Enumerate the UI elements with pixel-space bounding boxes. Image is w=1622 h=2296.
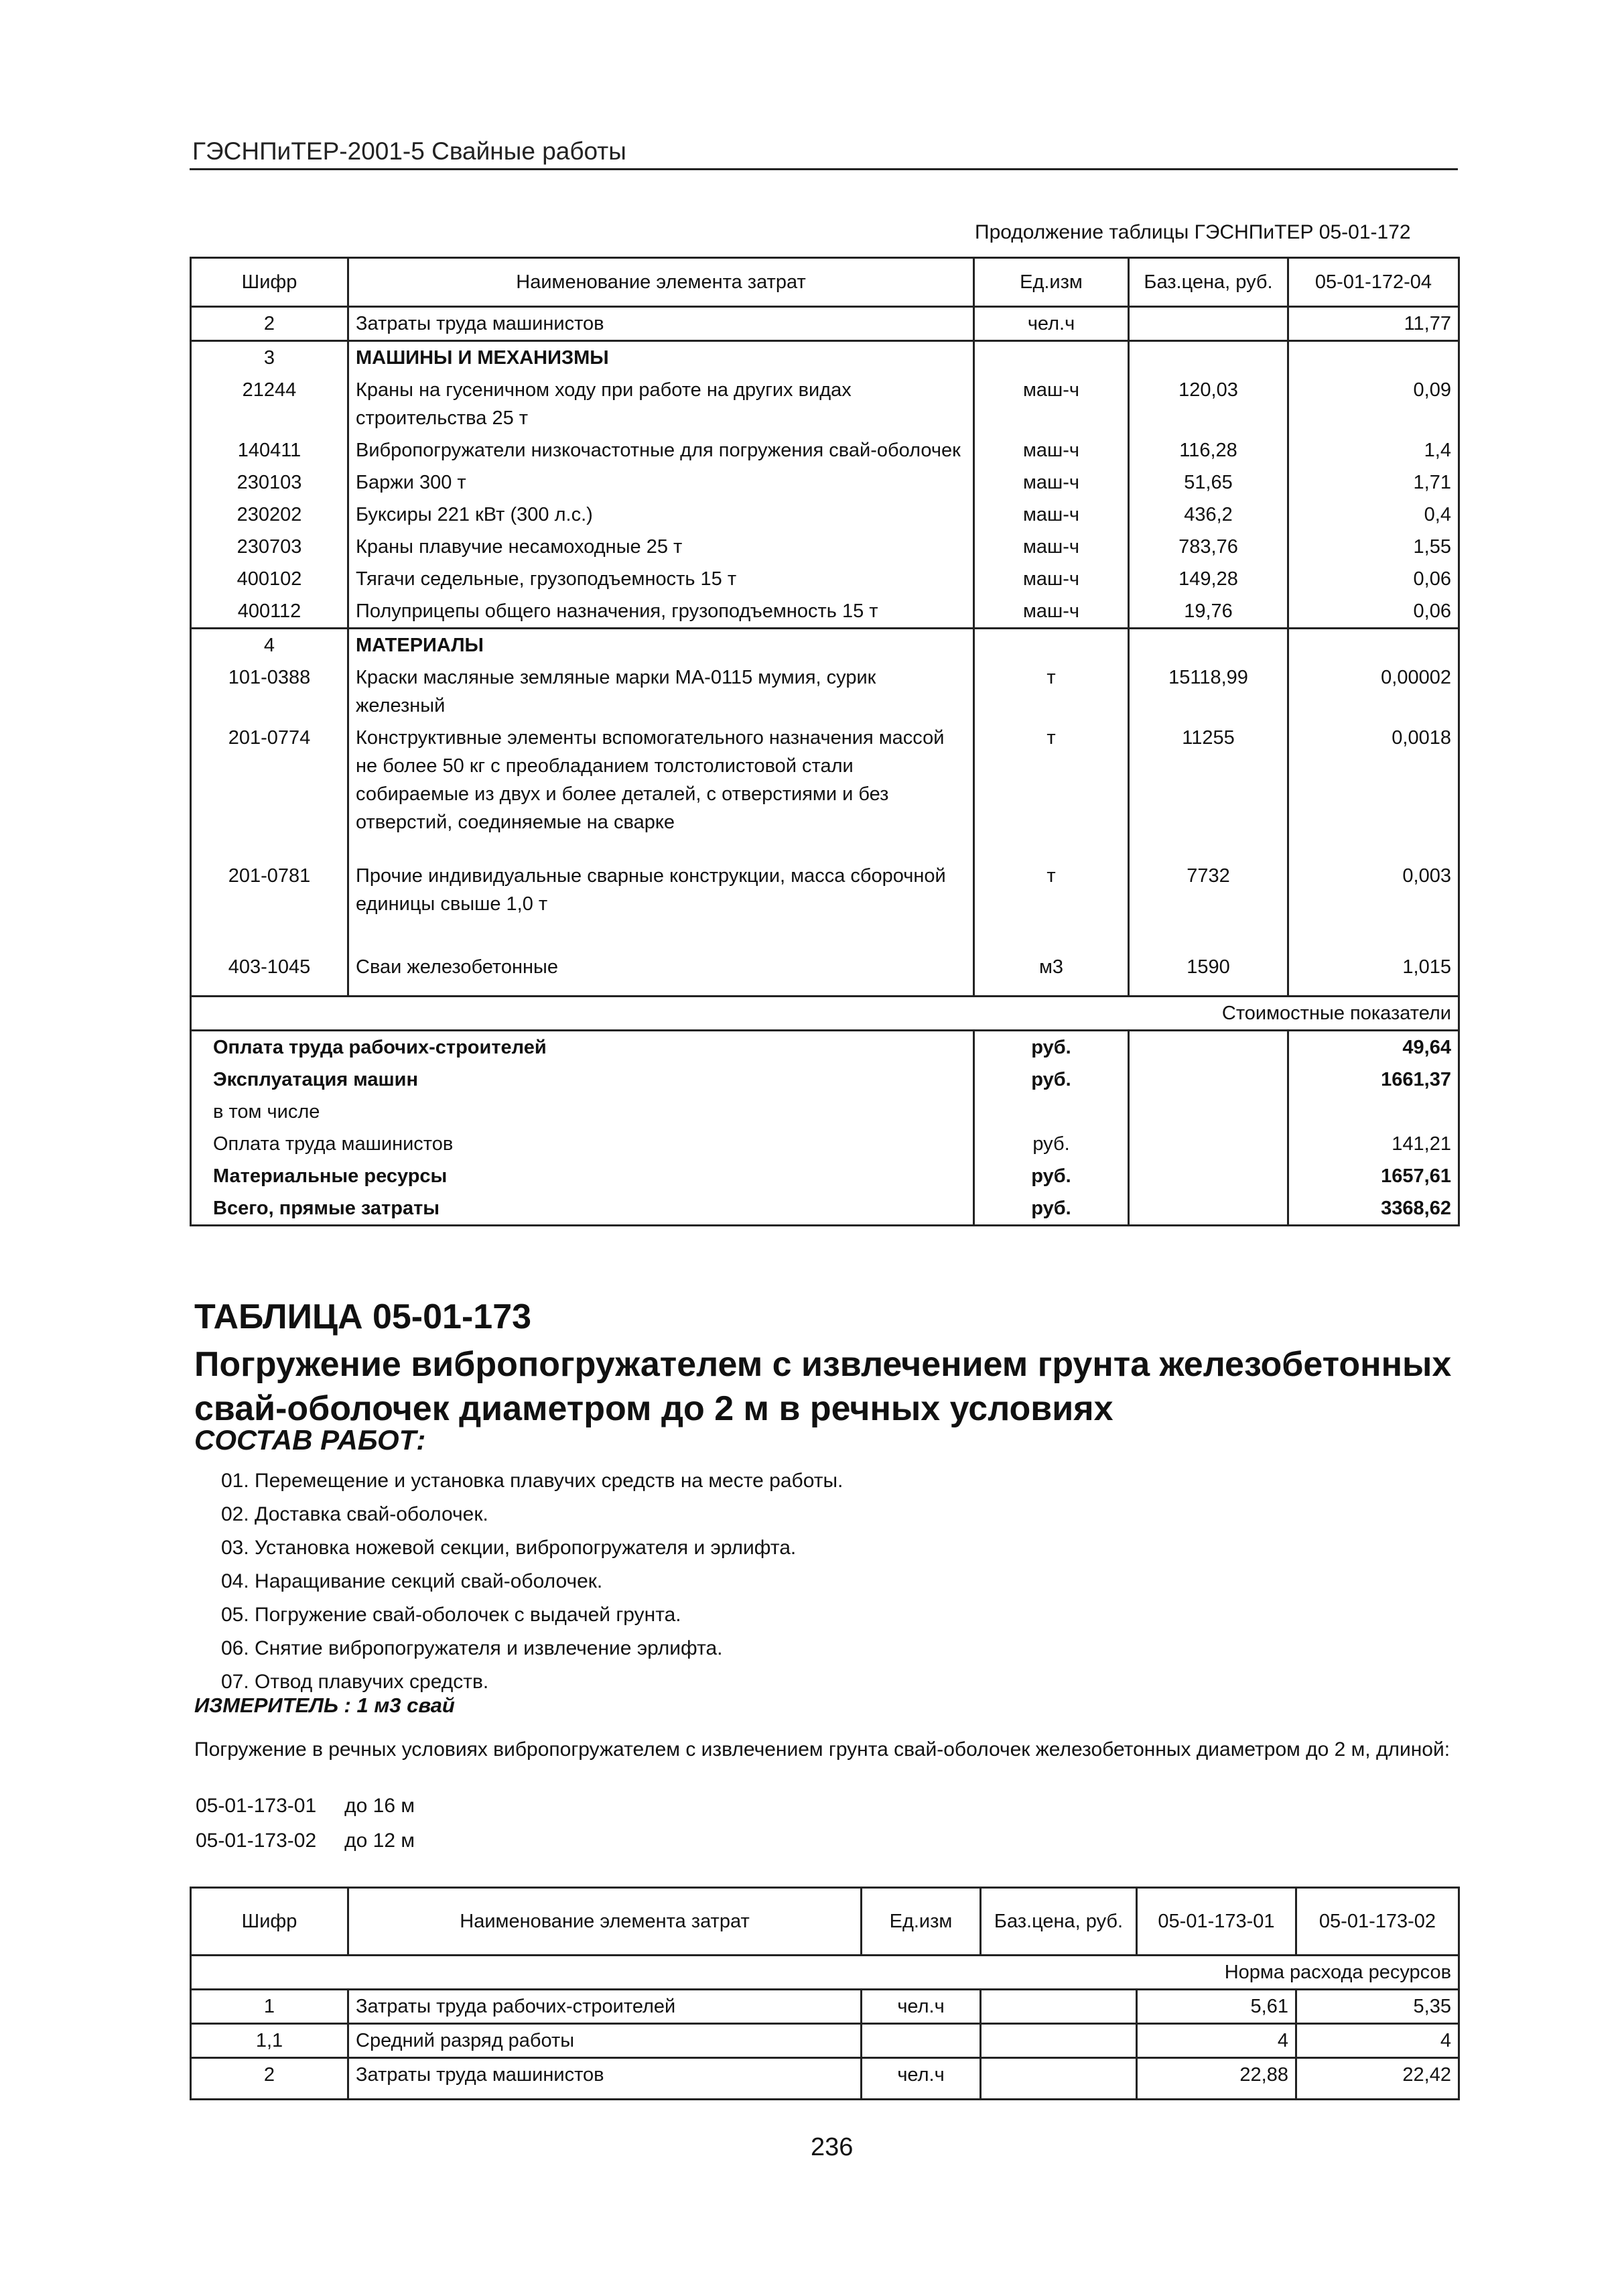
row-name: Полуприцепы общего назначения, грузоподъемность 15 т xyxy=(348,595,974,629)
row-price xyxy=(981,2024,1137,2058)
row-price xyxy=(1129,307,1288,341)
col-value1-header: 05-01-173-01 xyxy=(1137,1888,1296,1956)
table-continued-caption: Продолжение таблицы ГЭСНПиТЕР 05-01-172 xyxy=(975,221,1411,243)
table-group-row xyxy=(191,341,1459,375)
row-name: Тягачи седельные, грузоподъемность 15 т xyxy=(348,563,974,595)
table-row xyxy=(191,531,1459,563)
row-unit: маш-ч xyxy=(974,563,1129,595)
totals-price xyxy=(1129,1096,1288,1128)
table-row xyxy=(191,374,1459,434)
row-code: 201-0781 xyxy=(191,860,348,951)
row-value: 1,55 xyxy=(1413,536,1451,558)
row-value: 0,09 xyxy=(1413,379,1451,401)
row-code: 3 xyxy=(191,341,348,375)
row-name: Конструктивные элементы вспомогательного назначения массой не более 50 кг с преобладанием толстолистовой стали собираемые из двух и более деталей, с отверстиями и без отверстий, соединяемые на сварке xyxy=(348,722,974,860)
row-price: 11255 xyxy=(1129,722,1288,860)
page-number: 236 xyxy=(811,2133,854,2161)
row-code: 1 xyxy=(191,1990,348,2024)
row-name: Буксиры 221 кВт (300 л.с.) xyxy=(348,499,974,531)
col-price-header: Баз.цена, руб. xyxy=(981,1888,1137,1956)
totals-row xyxy=(191,1096,1459,1128)
variant-code: 05-01-173-01 xyxy=(196,1795,317,1817)
row-price: 19,76 xyxy=(1129,595,1288,629)
works-item: 03. Установка ножевой секции, вибропогружателя и эрлифта. xyxy=(221,1537,797,1559)
row-code: 400102 xyxy=(191,563,348,595)
row-value: 0,0018 xyxy=(1392,727,1451,749)
table-row xyxy=(191,307,1459,341)
row-price: 1590 xyxy=(1129,951,1288,997)
table-row xyxy=(191,434,1459,466)
row-value: 1,4 xyxy=(1424,440,1451,461)
table-row xyxy=(191,1990,1459,2024)
row-value1: 4 xyxy=(1137,2024,1296,2058)
works-item: 01. Перемещение и установка плавучих средств на месте работы. xyxy=(221,1470,843,1492)
totals-unit: руб. xyxy=(974,1128,1129,1160)
table-row xyxy=(191,466,1459,499)
row-name: Краны на гусеничном ходу при работе на других видах строительства 25 т xyxy=(348,374,974,434)
totals-unit: руб. xyxy=(974,1064,1129,1096)
section-name: Погружение вибропогружателем с извлечением грунта железобетонных свай-оболочек диаметром до 2 м в речных условиях xyxy=(194,1345,1452,1428)
table-row xyxy=(191,595,1459,629)
row-unit: чел.ч xyxy=(862,2058,981,2100)
row-name: Вибропогружатели низкочастотные для погружения свай-оболочек xyxy=(348,434,974,466)
row-name: Краски масляные земляные марки МА-0115 мумия, сурик железный xyxy=(348,661,974,722)
row-price xyxy=(981,2058,1137,2100)
row-unit: т xyxy=(974,860,1129,951)
totals-price xyxy=(1129,1192,1288,1226)
variant-row xyxy=(196,1824,442,1858)
row-value: 1,71 xyxy=(1413,472,1451,493)
row-price xyxy=(1129,629,1288,662)
totals-unit xyxy=(974,1096,1129,1128)
row-code: 400112 xyxy=(191,595,348,629)
row-unit: т xyxy=(974,722,1129,860)
totals-name: Материальные ресурсы xyxy=(191,1160,974,1192)
variant-label: до 16 м xyxy=(344,1795,415,1817)
table-row xyxy=(191,661,1459,722)
row-code: 140411 xyxy=(191,434,348,466)
totals-row xyxy=(191,1128,1459,1160)
totals-price xyxy=(1129,1128,1288,1160)
col-unit-header: Ед.изм xyxy=(862,1888,981,1956)
row-code: 201-0774 xyxy=(191,722,348,860)
row-name: Баржи 300 т xyxy=(348,466,974,499)
col-code-header: Шифр xyxy=(191,258,348,307)
totals-price xyxy=(1129,1064,1288,1096)
row-value: 1,015 xyxy=(1402,956,1451,978)
works-list xyxy=(221,1464,843,1699)
row-value2: 5,35 xyxy=(1413,1996,1451,2017)
totals-row xyxy=(191,1160,1459,1192)
totals-value: 1661,37 xyxy=(1381,1069,1451,1090)
row-unit: маш-ч xyxy=(974,531,1129,563)
variant-row xyxy=(196,1789,442,1823)
header-rule xyxy=(190,168,1458,170)
row-unit: чел.ч xyxy=(974,307,1129,341)
totals-name: Оплата труда рабочих-строителей xyxy=(191,1031,974,1064)
row-value2: 4 xyxy=(1440,2030,1451,2051)
row-code: 2 xyxy=(191,2058,348,2100)
table-row xyxy=(191,2024,1459,2058)
row-unit xyxy=(862,2024,981,2058)
variants-list xyxy=(194,1788,443,1859)
row-unit: маш-ч xyxy=(974,374,1129,434)
row-value1: 5,61 xyxy=(1137,1990,1296,2024)
row-price: 116,28 xyxy=(1129,434,1288,466)
cost-indicators-header-row xyxy=(191,997,1459,1031)
section-description: Погружение в речных условиях вибропогружателем с извлечением грунта свай-оболочек железобетонных диаметром до 2 м, длиной: xyxy=(194,1738,1450,1761)
col-value2-header: 05-01-173-02 xyxy=(1319,1911,1436,1932)
works-item: 04. Наращивание секций свай-оболочек. xyxy=(221,1570,603,1592)
row-value: 0,06 xyxy=(1413,568,1451,590)
row-code: 230103 xyxy=(191,466,348,499)
variant-label: до 12 м xyxy=(344,1830,415,1852)
row-code: 4 xyxy=(191,629,348,662)
running-header: ГЭСНПиТЕР-2001-5 Свайные работы xyxy=(192,137,626,165)
col-code-header: Шифр xyxy=(191,1888,348,1956)
table-row xyxy=(191,722,1459,860)
works-item: 05. Погружение свай-оболочек с выдачей грунта. xyxy=(221,1604,681,1626)
row-code: 101-0388 xyxy=(191,661,348,722)
cost-indicators-header: Стоимостные показатели xyxy=(1221,1003,1451,1024)
row-name: Прочие индивидуальные сварные конструкции, масса сборочной единицы свыше 1,0 т xyxy=(348,860,974,951)
totals-value xyxy=(1288,1096,1459,1128)
row-unit: т xyxy=(974,661,1129,722)
row-price: 15118,99 xyxy=(1129,661,1288,722)
row-unit xyxy=(974,629,1129,662)
table-row xyxy=(191,951,1459,997)
table-05-01-172 xyxy=(190,257,1460,1226)
variant-code: 05-01-173-02 xyxy=(196,1830,317,1852)
row-unit: чел.ч xyxy=(862,1990,981,2024)
row-name: Средний разряд работы xyxy=(348,2024,862,2058)
row-price: 149,28 xyxy=(1129,563,1288,595)
totals-value: 141,21 xyxy=(1392,1133,1451,1155)
row-code: 1,1 xyxy=(191,2024,348,2058)
meter-label: ИЗМЕРИТЕЛЬ : 1 м3 свай xyxy=(194,1694,455,1717)
col-name-header: Наименование элемента затрат xyxy=(348,1888,862,1956)
row-value1: 22,88 xyxy=(1137,2058,1296,2100)
row-code: 21244 xyxy=(191,374,348,434)
col-price-header: Баз.цена, руб. xyxy=(1129,258,1288,307)
totals-price xyxy=(1129,1160,1288,1192)
row-value: 0,06 xyxy=(1413,600,1451,622)
totals-row xyxy=(191,1192,1459,1226)
row-price: 783,76 xyxy=(1129,531,1288,563)
row-value: 0,00002 xyxy=(1381,667,1451,688)
row-value: 0,4 xyxy=(1424,504,1451,525)
totals-row xyxy=(191,1031,1459,1064)
section-title: ТАБЛИЦА 05-01-173 xyxy=(194,1297,532,1336)
table-group-row xyxy=(191,629,1459,662)
row-price xyxy=(1129,341,1288,375)
col-value-header: 05-01-172-04 xyxy=(1314,271,1432,293)
table-row xyxy=(191,563,1459,595)
row-code: 230202 xyxy=(191,499,348,531)
table-header-row xyxy=(191,1888,1459,1956)
totals-name: Эксплуатация машин xyxy=(191,1064,974,1096)
row-unit: м3 xyxy=(974,951,1129,997)
row-name: Затраты труда рабочих-строителей xyxy=(348,1990,862,2024)
row-unit: маш-ч xyxy=(974,595,1129,629)
row-value: 0,003 xyxy=(1402,865,1451,887)
row-name: МАТЕРИАЛЫ xyxy=(348,629,974,662)
totals-row xyxy=(191,1064,1459,1096)
table-row xyxy=(191,860,1459,951)
row-price xyxy=(981,1990,1137,2024)
row-price: 120,03 xyxy=(1129,374,1288,434)
totals-value: 1657,61 xyxy=(1381,1165,1451,1187)
row-code: 2 xyxy=(191,307,348,341)
row-unit: маш-ч xyxy=(974,434,1129,466)
row-price: 436,2 xyxy=(1129,499,1288,531)
row-code: 403-1045 xyxy=(191,951,348,997)
col-name-header: Наименование элемента затрат xyxy=(348,258,974,307)
row-value xyxy=(1288,629,1459,662)
totals-unit: руб. xyxy=(974,1160,1129,1192)
composition-heading: СОСТАВ РАБОТ: xyxy=(194,1424,426,1456)
totals-name: в том числе xyxy=(191,1096,974,1128)
row-value xyxy=(1288,341,1459,375)
totals-price xyxy=(1129,1031,1288,1064)
row-value2: 22,42 xyxy=(1402,2064,1451,2086)
totals-value: 3368,62 xyxy=(1381,1198,1451,1219)
row-unit: маш-ч xyxy=(974,499,1129,531)
row-price: 7732 xyxy=(1129,860,1288,951)
row-name: Затраты труда машинистов xyxy=(348,2058,862,2100)
norm-header-row xyxy=(191,1956,1459,1990)
totals-name: Всего, прямые затраты xyxy=(191,1192,974,1226)
row-name: Краны плавучие несамоходные 25 т xyxy=(348,531,974,563)
table-header-row xyxy=(191,258,1459,307)
works-item: 06. Снятие вибропогружателя и извлечение эрлифта. xyxy=(221,1637,723,1659)
row-unit xyxy=(974,341,1129,375)
norm-header: Норма расхода ресурсов xyxy=(1224,1962,1451,1983)
table-05-01-173 xyxy=(190,1887,1460,2100)
totals-value: 49,64 xyxy=(1402,1037,1451,1058)
row-name: Затраты труда машинистов xyxy=(348,307,974,341)
totals-name: Оплата труда машинистов xyxy=(191,1128,974,1160)
totals-unit: руб. xyxy=(974,1031,1129,1064)
row-price: 51,65 xyxy=(1129,466,1288,499)
table-row xyxy=(191,499,1459,531)
row-code: 230703 xyxy=(191,531,348,563)
col-unit-header: Ед.изм xyxy=(974,258,1129,307)
works-item: 02. Доставка свай-оболочек. xyxy=(221,1503,488,1525)
totals-unit: руб. xyxy=(974,1192,1129,1226)
row-unit: маш-ч xyxy=(974,466,1129,499)
row-name: МАШИНЫ И МЕХАНИЗМЫ xyxy=(348,341,974,375)
row-value: 11,77 xyxy=(1404,313,1451,334)
row-name: Сваи железобетонные xyxy=(348,951,974,997)
works-item: 07. Отвод плавучих средств. xyxy=(221,1671,489,1693)
table-row xyxy=(191,2058,1459,2100)
